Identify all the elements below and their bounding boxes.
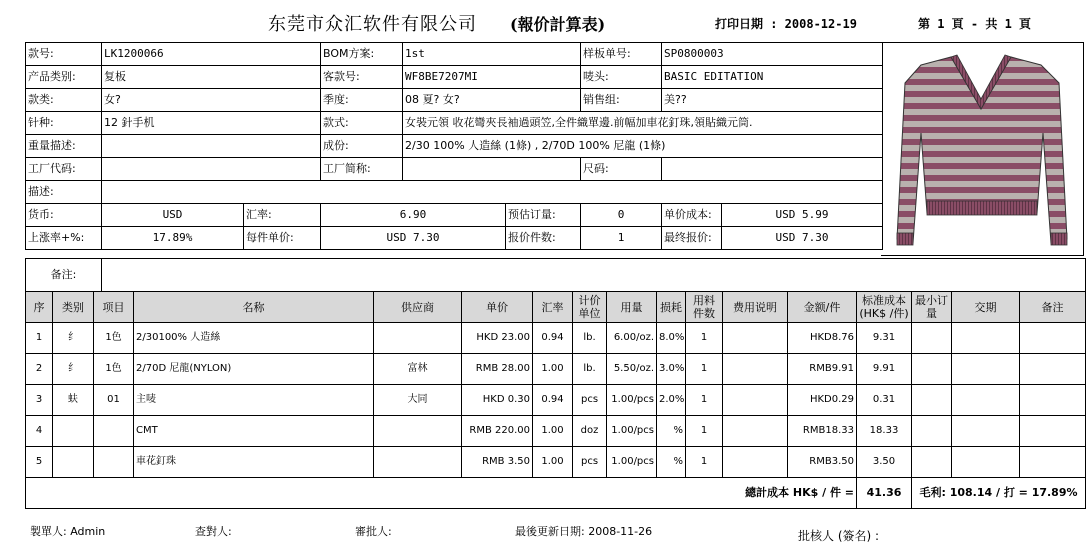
cust-style-value: WF8BE7207MI bbox=[403, 66, 581, 89]
materials-header-cell: 备注 bbox=[1020, 292, 1086, 323]
table-cell: 2.0% bbox=[657, 385, 686, 416]
table-cell bbox=[723, 447, 788, 478]
final-label: 最终报价: bbox=[662, 227, 722, 250]
table-cell: 6.00/oz. bbox=[607, 323, 657, 354]
table-cell: RMB 28.00 bbox=[462, 354, 533, 385]
table-cell: HKD 0.30 bbox=[462, 385, 533, 416]
table-cell bbox=[952, 447, 1020, 478]
desc-label: 款式: bbox=[321, 112, 403, 135]
materials-header-cell: 损耗 bbox=[657, 292, 686, 323]
bom-label: BOM方案: bbox=[321, 43, 403, 66]
unit-cost-value: USD 5.99 bbox=[722, 204, 883, 227]
final-value: USD 7.30 bbox=[722, 227, 883, 250]
factory-name-value bbox=[403, 158, 581, 181]
sample-label: 样板单号: bbox=[581, 43, 662, 66]
table-cell: doz bbox=[573, 416, 607, 447]
table-cell: 1.00 bbox=[533, 354, 573, 385]
table-cell: 1.00 bbox=[533, 416, 573, 447]
materials-table bbox=[25, 291, 1086, 509]
sales-label: 销售组: bbox=[581, 89, 662, 112]
table-cell: 纟 bbox=[53, 354, 94, 385]
table-cell: 0.31 bbox=[857, 385, 912, 416]
footer-approver: 審批人: bbox=[355, 525, 392, 538]
currency-value: USD bbox=[102, 204, 244, 227]
table-cell: HKD 23.00 bbox=[462, 323, 533, 354]
table-cell: 1 bbox=[686, 447, 723, 478]
materials-header-cell: 项目 bbox=[94, 292, 134, 323]
markup-label: 上涨率+%: bbox=[26, 227, 102, 250]
table-cell: pcs bbox=[573, 385, 607, 416]
table-cell: HKD8.76 bbox=[788, 323, 857, 354]
table-cell bbox=[952, 385, 1020, 416]
product-image-box bbox=[881, 42, 1084, 256]
table-cell bbox=[912, 385, 952, 416]
table-row bbox=[26, 447, 1086, 478]
table-cell bbox=[723, 385, 788, 416]
type-label: 款类: bbox=[26, 89, 102, 112]
table-cell: 5.50/oz. bbox=[607, 354, 657, 385]
sample-value: SP0800003 bbox=[662, 43, 883, 66]
table-cell: 1色 bbox=[94, 354, 134, 385]
table-cell: 9.31 bbox=[857, 323, 912, 354]
company-title: 东莞市众汇软件有限公司 bbox=[268, 14, 477, 35]
table-cell: 9.91 bbox=[857, 354, 912, 385]
mark-value: BASIC EDITATION bbox=[662, 66, 883, 89]
remark-label: 描述: bbox=[26, 181, 102, 204]
materials-header-cell: 名称 bbox=[134, 292, 374, 323]
table-cell: 1 bbox=[686, 416, 723, 447]
table-cell: 1 bbox=[686, 354, 723, 385]
category-label: 产品类别: bbox=[26, 66, 102, 89]
est-qty-value: 0 bbox=[581, 204, 662, 227]
table-cell bbox=[1020, 447, 1086, 478]
size-label: 尺码: bbox=[581, 158, 662, 181]
materials-header-cell: 汇率 bbox=[533, 292, 573, 323]
table-cell: 1 bbox=[686, 385, 723, 416]
materials-header-cell: 金额/件 bbox=[788, 292, 857, 323]
table-cell: 2 bbox=[26, 354, 53, 385]
footer-checker: 查對人: bbox=[195, 525, 232, 538]
table-cell: 1色 bbox=[94, 323, 134, 354]
page-indicator: 第 1 頁 - 共 1 頁 bbox=[918, 17, 1032, 31]
table-row bbox=[26, 416, 1086, 447]
total-value: 41.36 bbox=[857, 478, 912, 509]
table-cell: RMB 3.50 bbox=[462, 447, 533, 478]
footer-signer: 批核人 (簽名) : bbox=[798, 529, 880, 543]
factory-code-value bbox=[102, 158, 321, 181]
materials-header-cell: 交期 bbox=[952, 292, 1020, 323]
table-cell: 富林 bbox=[374, 354, 462, 385]
est-qty-label: 预估订量: bbox=[506, 204, 581, 227]
table-cell: RMB 220.00 bbox=[462, 416, 533, 447]
table-cell bbox=[94, 416, 134, 447]
table-cell bbox=[952, 416, 1020, 447]
table-cell bbox=[1020, 323, 1086, 354]
materials-header-cell: 最小订量 bbox=[912, 292, 952, 323]
markup-value: 17.89% bbox=[102, 227, 244, 250]
table-cell: 1 bbox=[686, 323, 723, 354]
table-cell: 8.0% bbox=[657, 323, 686, 354]
materials-header-cell: 计价单位 bbox=[573, 292, 607, 323]
table-cell: 1.00/pcs bbox=[607, 385, 657, 416]
materials-header-cell: 序 bbox=[26, 292, 53, 323]
needle-value: 12 針手机 bbox=[102, 112, 321, 135]
table-cell: 車花釘珠 bbox=[134, 447, 374, 478]
table-cell: 大同 bbox=[374, 385, 462, 416]
weight-label: 重量描述: bbox=[26, 135, 102, 158]
table-cell: 18.33 bbox=[857, 416, 912, 447]
materials-header-cell: 单价 bbox=[462, 292, 533, 323]
table-row bbox=[26, 354, 1086, 385]
each-price-label: 每件单价: bbox=[244, 227, 321, 250]
report-subtitle: (報价計算表) bbox=[510, 15, 606, 34]
table-cell: 纟 bbox=[53, 323, 94, 354]
materials-header-cell: 标准成本(HK$ /件) bbox=[857, 292, 912, 323]
table-cell: CMT bbox=[134, 416, 374, 447]
table-cell: 01 bbox=[94, 385, 134, 416]
table-cell: RMB3.50 bbox=[788, 447, 857, 478]
table-cell: 3.50 bbox=[857, 447, 912, 478]
table-cell bbox=[53, 447, 94, 478]
table-cell bbox=[912, 354, 952, 385]
factory-name-label: 工厂简称: bbox=[321, 158, 403, 181]
currency-label: 货币: bbox=[26, 204, 102, 227]
rate-value: 6.90 bbox=[321, 204, 506, 227]
materials-header-cell: 用量 bbox=[607, 292, 657, 323]
rate-label: 汇率: bbox=[244, 204, 321, 227]
profit-value: 毛利: 108.14 / 打 = 17.89% bbox=[912, 478, 1086, 509]
quote-qty-label: 报价件数: bbox=[506, 227, 581, 250]
table-cell bbox=[912, 416, 952, 447]
cust-style-label: 客款号: bbox=[321, 66, 403, 89]
needle-label: 针种: bbox=[26, 112, 102, 135]
table-cell: % bbox=[657, 447, 686, 478]
mark-label: 唛头: bbox=[581, 66, 662, 89]
composition-value: 2/30 100% 人造絲 (1條) , 2/70D 100% 尼龍 (1條) bbox=[403, 135, 883, 158]
table-row bbox=[26, 385, 1086, 416]
footer-maker: 製單人: Admin bbox=[30, 525, 106, 538]
table-cell: lb. bbox=[573, 354, 607, 385]
print-date: 打印日期 : 2008-12-19 bbox=[715, 17, 857, 31]
table-cell bbox=[723, 323, 788, 354]
notes-label: 备注: bbox=[26, 259, 102, 292]
desc-value: 女裝元領 收花彎夾長袖過頭笠,全件織單邊.前幅加車花釘珠,領貼織元筒. bbox=[403, 112, 883, 135]
composition-label: 成份: bbox=[321, 135, 403, 158]
category-value: 复板 bbox=[102, 66, 321, 89]
table-cell: pcs bbox=[573, 447, 607, 478]
table-cell: RMB9.91 bbox=[788, 354, 857, 385]
table-cell: RMB18.33 bbox=[788, 416, 857, 447]
season-label: 季度: bbox=[321, 89, 403, 112]
table-cell: 0.94 bbox=[533, 323, 573, 354]
remark-value bbox=[102, 181, 883, 204]
size-value bbox=[662, 158, 883, 181]
table-cell: % bbox=[657, 416, 686, 447]
materials-header-row bbox=[26, 292, 1086, 323]
unit-cost-label: 单价成本: bbox=[662, 204, 722, 227]
materials-header-cell: 供应商 bbox=[374, 292, 462, 323]
table-cell: lb. bbox=[573, 323, 607, 354]
materials-total-row bbox=[26, 478, 1086, 509]
table-cell bbox=[1020, 385, 1086, 416]
info-table bbox=[25, 42, 883, 250]
season-value: 08 夏? 女? bbox=[403, 89, 581, 112]
table-row bbox=[26, 323, 1086, 354]
table-cell bbox=[374, 323, 462, 354]
bom-value: 1st bbox=[403, 43, 581, 66]
style-no-label: 款号: bbox=[26, 43, 102, 66]
footer-updated: 最後更新日期: 2008-11-26 bbox=[515, 525, 653, 538]
weight-value bbox=[102, 135, 321, 158]
table-cell bbox=[723, 416, 788, 447]
table-cell bbox=[374, 447, 462, 478]
table-cell: 1.00 bbox=[533, 447, 573, 478]
table-cell bbox=[723, 354, 788, 385]
table-cell: 3.0% bbox=[657, 354, 686, 385]
sales-value: 美?? bbox=[662, 89, 883, 112]
table-cell bbox=[53, 416, 94, 447]
materials-header-cell: 类别 bbox=[53, 292, 94, 323]
factory-code-label: 工厂代码: bbox=[26, 158, 102, 181]
notes-table bbox=[25, 258, 1086, 292]
table-cell bbox=[94, 447, 134, 478]
table-cell: 蚨 bbox=[53, 385, 94, 416]
sweater-image bbox=[881, 43, 1083, 255]
table-cell bbox=[1020, 416, 1086, 447]
style-no-value: LK1200066 bbox=[102, 43, 321, 66]
quote-qty-value: 1 bbox=[581, 227, 662, 250]
table-cell: 0.94 bbox=[533, 385, 573, 416]
table-cell: 1.00/pcs bbox=[607, 447, 657, 478]
table-cell bbox=[1020, 354, 1086, 385]
table-cell: 1 bbox=[26, 323, 53, 354]
table-cell: 4 bbox=[26, 416, 53, 447]
table-cell bbox=[952, 323, 1020, 354]
table-cell bbox=[912, 447, 952, 478]
table-cell: 2/30100% 人造絲 bbox=[134, 323, 374, 354]
type-value: 女? bbox=[102, 89, 321, 112]
table-cell: 3 bbox=[26, 385, 53, 416]
table-cell bbox=[912, 323, 952, 354]
table-cell: 主唛 bbox=[134, 385, 374, 416]
table-cell: HKD0.29 bbox=[788, 385, 857, 416]
materials-header-cell: 费用说明 bbox=[723, 292, 788, 323]
table-cell: 2/70D 尼龍(NYLON) bbox=[134, 354, 374, 385]
each-price-value: USD 7.30 bbox=[321, 227, 506, 250]
materials-header-cell: 用料件数 bbox=[686, 292, 723, 323]
table-cell bbox=[374, 416, 462, 447]
table-cell: 1.00/pcs bbox=[607, 416, 657, 447]
total-label: 總計成本 HK$ / 件 = bbox=[26, 478, 857, 509]
table-cell: 5 bbox=[26, 447, 53, 478]
table-cell bbox=[952, 354, 1020, 385]
notes-value bbox=[102, 259, 1086, 292]
